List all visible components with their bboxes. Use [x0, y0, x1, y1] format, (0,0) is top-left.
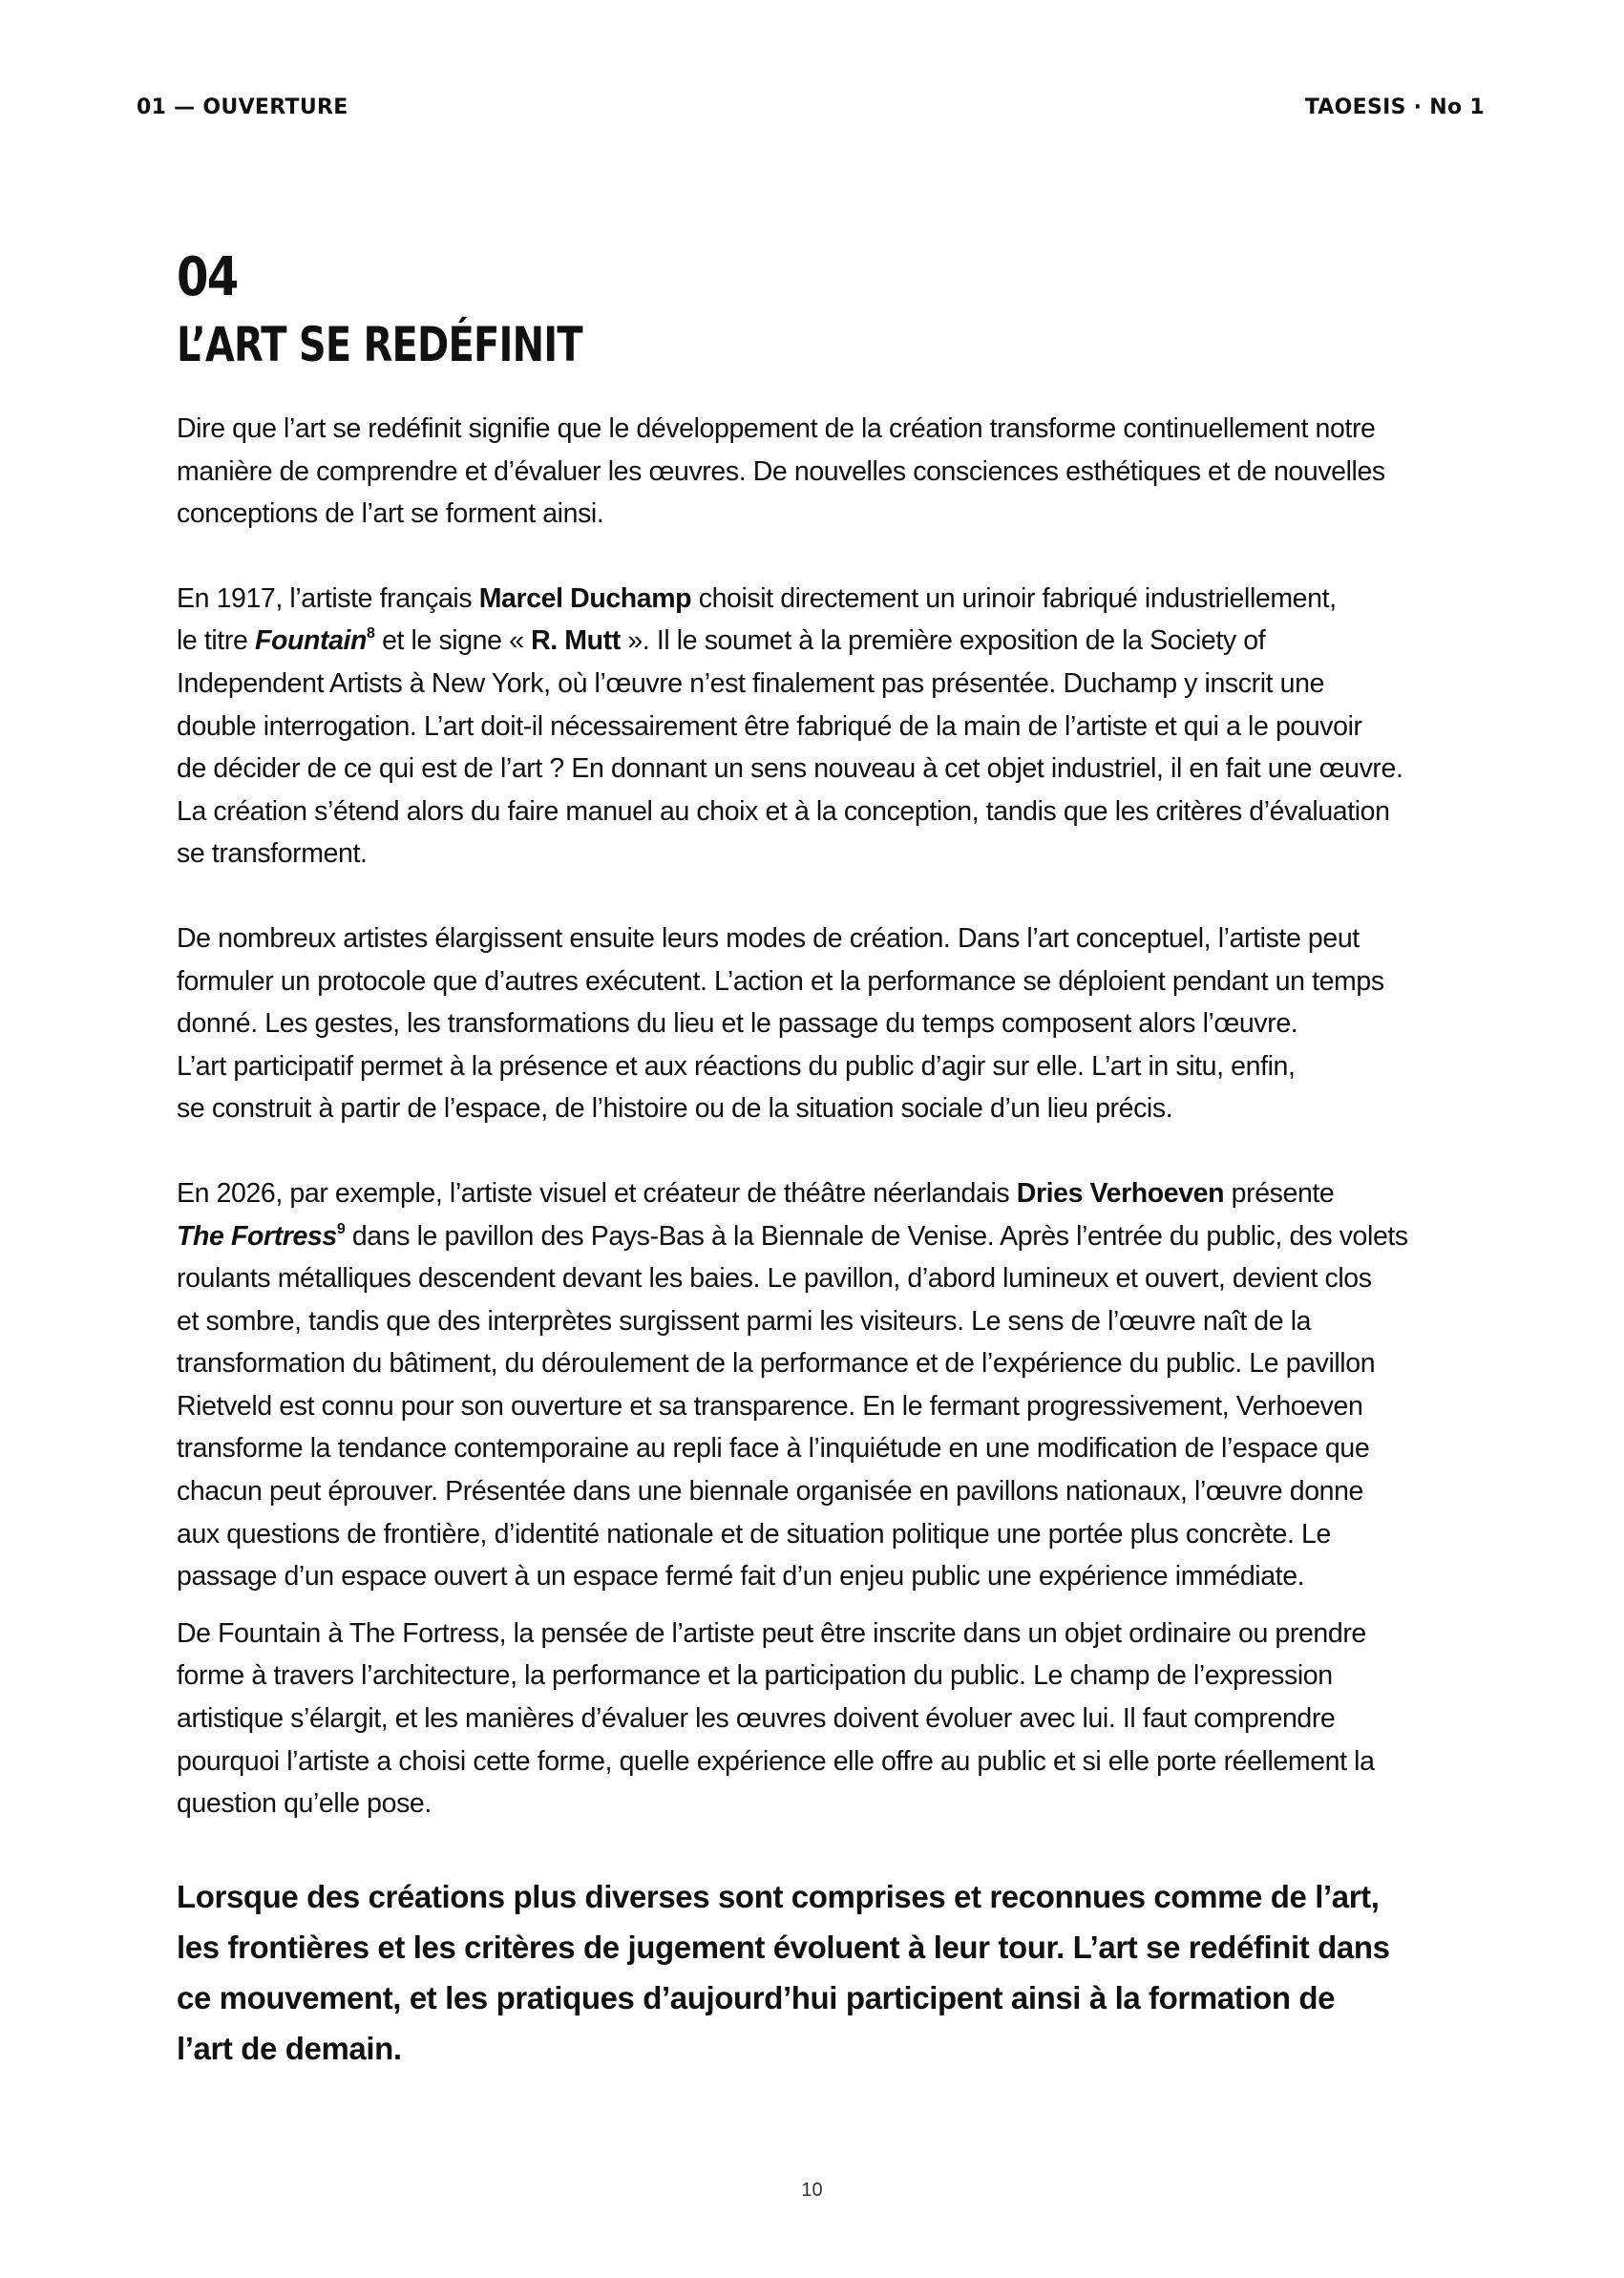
- artwork-title: Fountain: [254, 625, 368, 657]
- text-run: présente: [1224, 1177, 1335, 1209]
- closing-line: Lorsque des créations plus diverses sont comprises et reconnues comme de l’art,: [177, 1878, 1380, 1914]
- paragraph-line: formuler un protocole que d’autres exécutent. L’action et la performance se déploient pendant un temps: [177, 965, 1384, 997]
- paragraph-line: [177, 1172, 1475, 1215]
- paragraph-line: La création s’étend alors du faire manuel au choix et à la conception, tandis que les critères d’évaluation: [177, 795, 1390, 827]
- text-run: ». Il le soumet à la première exposition de la Society of: [620, 625, 1266, 657]
- artist-name: Marcel Duchamp: [478, 582, 692, 614]
- paragraph-duchamp: [177, 578, 1475, 875]
- paragraph-line: manière de comprendre et d’évaluer les œuvres. De nouvelles consciences esthétiques et de nouvelles: [177, 455, 1385, 487]
- paragraph-line: Rietveld est connu pour son ouverture et sa transparence. En le fermant progressivement, Verhoeven: [177, 1390, 1363, 1422]
- header-section-label: 01 — OUVERTURE: [137, 95, 348, 119]
- paragraph-line: et sombre, tandis que des interprètes surgissent parmi les visiteurs. Le sens de l’œuvre naît de la: [177, 1305, 1312, 1337]
- paragraph-line: aux questions de frontière, d’identité nationale et de situation politique une portée plus concrète. Le: [177, 1518, 1331, 1550]
- text-run: En 1917, l’artiste français: [177, 582, 479, 614]
- paragraph-synthesis: [177, 1613, 1475, 1825]
- paragraph-line: roulants métalliques descendent devant les baies. Le pavillon, d’abord lumineux et ouvert, devient clos: [177, 1263, 1372, 1295]
- paragraph-line: donné. Les gestes, les transformations du lieu et le passage du temps composent alors l’œuvre.: [177, 1008, 1298, 1040]
- text-run: le titre: [177, 625, 255, 657]
- paragraph-line: De Fountain à The Fortress, la pensée de l’artiste peut être inscrite dans un objet ordinaire ou prendre: [177, 1617, 1366, 1649]
- paragraph-line: transformation du bâtiment, du déroulement de la performance et de l’expérience du public. Le pavillon: [177, 1348, 1376, 1380]
- closing-line: l’art de demain.: [177, 2030, 402, 2066]
- paragraph-line: [177, 620, 1475, 663]
- paragraph-verhoeven: [177, 1172, 1475, 1598]
- artist-name: Dries Verhoeven: [1016, 1177, 1225, 1209]
- running-header: [137, 95, 1485, 119]
- section-number: 04: [177, 246, 238, 308]
- paragraph-line: Dire que l’art se redéfinit signifie que le développement de la création transforme continuellement notre: [177, 413, 1376, 444]
- paragraph-line: Independent Artists à New York, où l’œuvre n’est finalement pas présentée. Duchamp y inscrit une: [177, 667, 1325, 699]
- text-run: En 2026, par exemple, l’artiste visuel et créateur de théâtre néerlandais: [177, 1177, 1017, 1209]
- text-run: et le signe «: [374, 625, 532, 657]
- paragraph-line: forme à travers l’architecture, la performance et la participation du public. Le champ de l’expression: [177, 1660, 1333, 1692]
- header-publication-label: TAOESIS · No 1: [1304, 95, 1485, 119]
- page-number: 10: [801, 2180, 823, 2201]
- paragraph-line: [177, 1215, 1475, 1258]
- footnote-ref: 9: [336, 1220, 346, 1237]
- artwork-title: The Fortress: [177, 1220, 337, 1252]
- section-title: L’ART SE REDÉFINIT: [177, 317, 582, 372]
- paragraph-line: L’art participatif permet à la présence et aux réactions du public d’agir sur elle. L’art in situ, enfin,: [177, 1050, 1296, 1082]
- paragraph-line: chacun peut éprouver. Présentée dans une biennale organisée en pavillons nationaux, l’œuvre donne: [177, 1476, 1364, 1508]
- closing-line: ce mouvement, et les pratiques d’aujourd’hui participent ainsi à la formation de: [177, 1979, 1336, 2015]
- paragraph-practices: [177, 918, 1475, 1130]
- paragraph-line: conceptions de l’art se forment ainsi.: [177, 498, 604, 530]
- paragraph-line: [177, 578, 1475, 621]
- paragraph-line: artistique s’élargit, et les manières d’évaluer les œuvres doivent évoluer avec lui. Il faut comprendre: [177, 1703, 1336, 1735]
- paragraph-intro: [177, 408, 1475, 536]
- paragraph-line: de décider de ce qui est de l’art ? En donnant un sens nouveau à cet objet industriel, il en fait une œuvre.: [177, 753, 1403, 785]
- paragraph-line: se transforment.: [177, 838, 368, 870]
- article-content: [177, 246, 1475, 2105]
- signature-text: R. Mutt: [531, 625, 621, 657]
- text-run: choisit directement un urinoir fabriqué industriellement,: [691, 582, 1337, 614]
- closing-line: les frontières et les critères de jugement évoluent à leur tour. L’art se redéfinit dans: [177, 1929, 1390, 1965]
- paragraph-line: double interrogation. L’art doit-il nécessairement être fabriqué de la main de l’artiste et qui a le pouvoir: [177, 710, 1362, 742]
- closing-statement: [177, 1871, 1475, 2074]
- paragraph-line: question qu’elle pose.: [177, 1788, 432, 1820]
- paragraph-line: passage d’un espace ouvert à un espace fermé fait d’un enjeu public une expérience immédiate.: [177, 1561, 1305, 1592]
- paragraph-line: De nombreux artistes élargissent ensuite leurs modes de création. Dans l’art conceptuel, l’artiste peut: [177, 922, 1360, 954]
- paragraph-line: se construit à partir de l’espace, de l’histoire ou de la situation sociale d’un lieu précis.: [177, 1093, 1173, 1125]
- footnote-ref: 8: [367, 625, 375, 643]
- text-run: dans le pavillon des Pays-Bas à la Biennale de Venise. Après l’entrée du public, des volets: [345, 1220, 1408, 1252]
- paragraph-line: transforme la tendance contemporaine au repli face à l’inquiétude en une modification de l’espace que: [177, 1433, 1370, 1465]
- paragraph-line: pourquoi l’artiste a choisi cette forme, quelle expérience elle offre au public et si elle porte réellement la: [177, 1745, 1375, 1777]
